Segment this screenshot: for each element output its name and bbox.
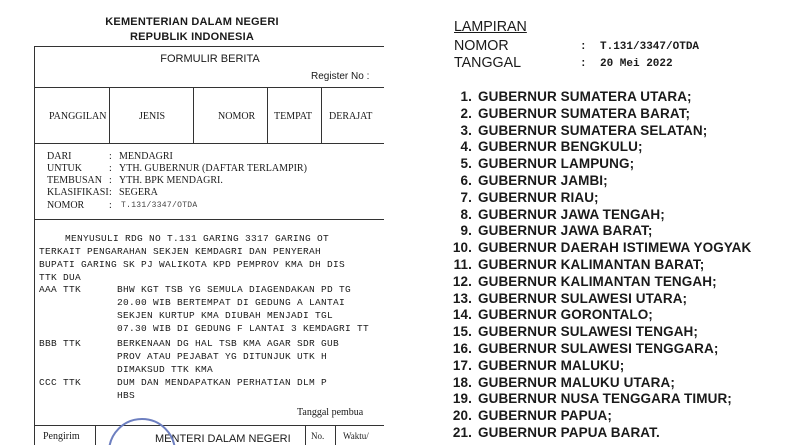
list-item bbox=[448, 223, 653, 238]
list-item-text: GUBERNUR JAWA TENGAH; bbox=[478, 206, 665, 222]
field-value-tembusan: YTH. BPK MENDAGRI. bbox=[119, 175, 223, 186]
footer-divider bbox=[95, 425, 96, 445]
col-panggilan: PANGGILAN bbox=[49, 111, 107, 122]
list-item-text: GUBERNUR SULAWESI UTARA; bbox=[478, 290, 688, 306]
list-item-number: 16. bbox=[452, 341, 472, 356]
nomor-value: T.131/3347/OTDA bbox=[600, 41, 700, 53]
field-value-klasifikasi: SEGERA bbox=[119, 187, 158, 198]
field-colon: : bbox=[109, 151, 112, 162]
field-value-nomor: T.131/3347/OTDA bbox=[121, 201, 198, 210]
body-line: MENYUSULI RDG NO T.131 GARING 3317 GARING OT bbox=[65, 233, 330, 244]
list-item bbox=[448, 307, 653, 322]
section-line: 20.00 WIB BERTEMPAT DI GEDUNG A LANTAI bbox=[117, 297, 346, 308]
list-item-number: 11. bbox=[453, 257, 472, 272]
list-item bbox=[448, 391, 732, 406]
list-item bbox=[448, 156, 634, 171]
section-line: DUM DAN MENDAPATKAN PERHATIAN DLM P bbox=[117, 377, 328, 388]
list-item-number: 6. bbox=[460, 173, 472, 188]
list-item bbox=[448, 207, 665, 222]
lampiran-heading: LAMPIRAN bbox=[454, 18, 527, 35]
nomor-colon: : bbox=[580, 41, 587, 53]
list-item bbox=[448, 190, 599, 205]
list-item-text: GUBERNUR BENGKULU; bbox=[478, 139, 643, 155]
tanggal-label: TANGGAL bbox=[454, 54, 522, 71]
list-item bbox=[448, 106, 690, 121]
list-item-number: 18. bbox=[452, 374, 472, 390]
list-item-number: 21. bbox=[452, 425, 472, 440]
list-item bbox=[448, 89, 692, 104]
field-label-dari: DARI bbox=[47, 151, 72, 162]
list-item bbox=[448, 139, 643, 154]
col-jenis: JENIS bbox=[139, 111, 166, 122]
list-item-number: 2. bbox=[460, 105, 472, 121]
list-item bbox=[448, 257, 704, 272]
section-line: SEKJEN KURTUP KMA DIUBAH MENJADI TGL bbox=[117, 310, 334, 321]
country-title: REPUBLIK INDONESIA bbox=[130, 31, 254, 43]
body-line: TTK DUA bbox=[39, 272, 82, 283]
field-value-dari: MENDAGRI bbox=[119, 151, 173, 162]
field-label-klasifikasi: KLASIFIKASI bbox=[47, 187, 109, 198]
col-derajat: DERAJAT bbox=[329, 111, 373, 122]
field-colon: : bbox=[109, 163, 112, 174]
list-item bbox=[448, 408, 612, 423]
section-label-ccc: CCC TTK bbox=[39, 377, 82, 388]
field-label-nomor: NOMOR bbox=[47, 200, 85, 211]
date-label: Tanggal pembua bbox=[297, 407, 364, 418]
list-item bbox=[448, 425, 660, 440]
nomor-label: NOMOR bbox=[454, 37, 509, 54]
col-divider bbox=[321, 87, 322, 143]
minister-text: MENTERI DALAM NEGERI bbox=[155, 433, 291, 445]
form-title: FORMULIR BERITA bbox=[160, 53, 260, 65]
section-label-bbb: BBB TTK bbox=[39, 338, 82, 349]
section-line: BERKENAAN DG HAL TSB KMA AGAR SDR GUB bbox=[117, 338, 340, 349]
footer-time-label: Waktu/ bbox=[343, 431, 369, 441]
list-item bbox=[448, 123, 707, 138]
list-item-text: GUBERNUR JAMBI; bbox=[478, 173, 608, 188]
list-item-text: GUBERNUR JAWA BARAT; bbox=[478, 223, 653, 239]
col-divider bbox=[267, 87, 268, 143]
section-line: BHW KGT TSB YG SEMULA DIAGENDAKAN PD TG bbox=[117, 284, 352, 295]
ministry-title: KEMENTERIAN DALAM NEGERI bbox=[105, 16, 279, 28]
section-line: PROV ATAU PEJABAT YG DITUNJUK UTK H bbox=[117, 351, 328, 362]
list-item-text: GUBERNUR MALUKU UTARA; bbox=[478, 374, 675, 390]
tanggal-colon: : bbox=[580, 58, 587, 70]
list-item-number: 17. bbox=[452, 357, 472, 373]
list-item-number: 10. bbox=[452, 240, 472, 256]
news-form bbox=[34, 46, 384, 445]
footer-no-label: No. bbox=[311, 431, 325, 441]
list-item-text: GUBERNUR DAERAH ISTIMEWA YOGYAK bbox=[478, 240, 752, 256]
list-item-number: 5. bbox=[460, 156, 472, 172]
list-item-text: GUBERNUR PAPUA BARAT. bbox=[478, 425, 660, 440]
field-colon: : bbox=[109, 175, 112, 186]
list-item-number: 12. bbox=[452, 273, 472, 289]
header-row-bottom-line bbox=[35, 143, 384, 144]
list-item-text: GUBERNUR LAMPUNG; bbox=[478, 156, 635, 172]
tanggal-value: 20 Mei 2022 bbox=[600, 58, 673, 70]
list-item-text: GUBERNUR PAPUA; bbox=[478, 408, 613, 424]
list-item-text: GUBERNUR KALIMANTAN BARAT; bbox=[478, 257, 705, 272]
section-line: 07.30 WIB DI GEDUNG F LANTAI 3 KEMDAGRI TT bbox=[117, 323, 370, 334]
field-value-untuk: YTH. GUBERNUR (DAFTAR TERLAMPIR) bbox=[119, 163, 307, 174]
body-line: TERKAIT PENGARAHAN SEKJEN KEMDAGRI DAN PENYERAH bbox=[39, 246, 322, 257]
list-item-text: GUBERNUR MALUKU; bbox=[478, 357, 625, 373]
list-item-text: GUBERNUR SULAWESI TENGAH; bbox=[478, 324, 699, 340]
list-item-text: GUBERNUR SUMATERA BARAT; bbox=[478, 105, 691, 121]
section-label-aaa: AAA TTK bbox=[39, 284, 82, 295]
list-item-number: 4. bbox=[460, 139, 472, 155]
field-colon: : bbox=[109, 200, 112, 211]
field-label-tembusan: TEMBUSAN bbox=[47, 175, 103, 186]
section-line: HBS bbox=[117, 390, 136, 401]
list-item bbox=[448, 375, 675, 390]
list-item-number: 13. bbox=[452, 290, 472, 306]
list-item-text: GUBERNUR KALIMANTAN TENGAH; bbox=[478, 273, 717, 289]
header-row-top-line bbox=[35, 87, 384, 88]
list-item-text: GUBERNUR GORONTALO; bbox=[478, 307, 653, 323]
section-line: DIMAKSUD TTK KMA bbox=[117, 364, 214, 375]
footer-divider bbox=[305, 425, 306, 445]
register-label: Register No : bbox=[311, 71, 370, 82]
col-divider bbox=[193, 87, 194, 143]
field-label-untuk: UNTUK bbox=[47, 163, 82, 174]
sender-label: Pengirim bbox=[43, 431, 80, 442]
list-item-text: GUBERNUR NUSA TENGGARA TIMUR; bbox=[478, 391, 732, 407]
body-line: BUPATI GARING SK PJ WALIKOTA KPD PEMPROV KMA DH DIS bbox=[39, 259, 346, 270]
list-item-number: 8. bbox=[460, 206, 472, 222]
list-item-number: 15. bbox=[452, 324, 472, 340]
footer-divider bbox=[335, 425, 336, 445]
list-item-text: GUBERNUR SUMATERA UTARA; bbox=[478, 89, 692, 104]
list-item-text: GUBERNUR SUMATERA SELATAN; bbox=[478, 122, 708, 138]
list-item bbox=[448, 324, 698, 339]
col-nomor: NOMOR bbox=[218, 111, 256, 122]
col-tempat: TEMPAT bbox=[274, 111, 312, 122]
list-item bbox=[448, 274, 717, 289]
list-item bbox=[448, 240, 751, 255]
list-item-number: 7. bbox=[460, 189, 472, 205]
list-item bbox=[448, 358, 624, 373]
list-item-number: 1. bbox=[460, 89, 472, 104]
list-item-number: 14. bbox=[452, 307, 472, 323]
list-item-number: 9. bbox=[460, 223, 472, 239]
left-document bbox=[0, 0, 384, 445]
list-item-number: 19. bbox=[452, 391, 472, 407]
list-item-text: GUBERNUR RIAU; bbox=[478, 189, 599, 205]
fields-bottom-line bbox=[35, 219, 384, 220]
list-item bbox=[448, 173, 608, 188]
col-divider bbox=[109, 87, 110, 143]
list-item-number: 20. bbox=[452, 408, 472, 424]
footer-top-line bbox=[35, 425, 384, 426]
field-colon: : bbox=[109, 187, 112, 198]
list-item bbox=[448, 341, 718, 356]
list-item-number: 3. bbox=[460, 122, 472, 138]
list-item bbox=[448, 291, 687, 306]
list-item-text: GUBERNUR SULAWESI TENGGARA; bbox=[478, 341, 719, 356]
